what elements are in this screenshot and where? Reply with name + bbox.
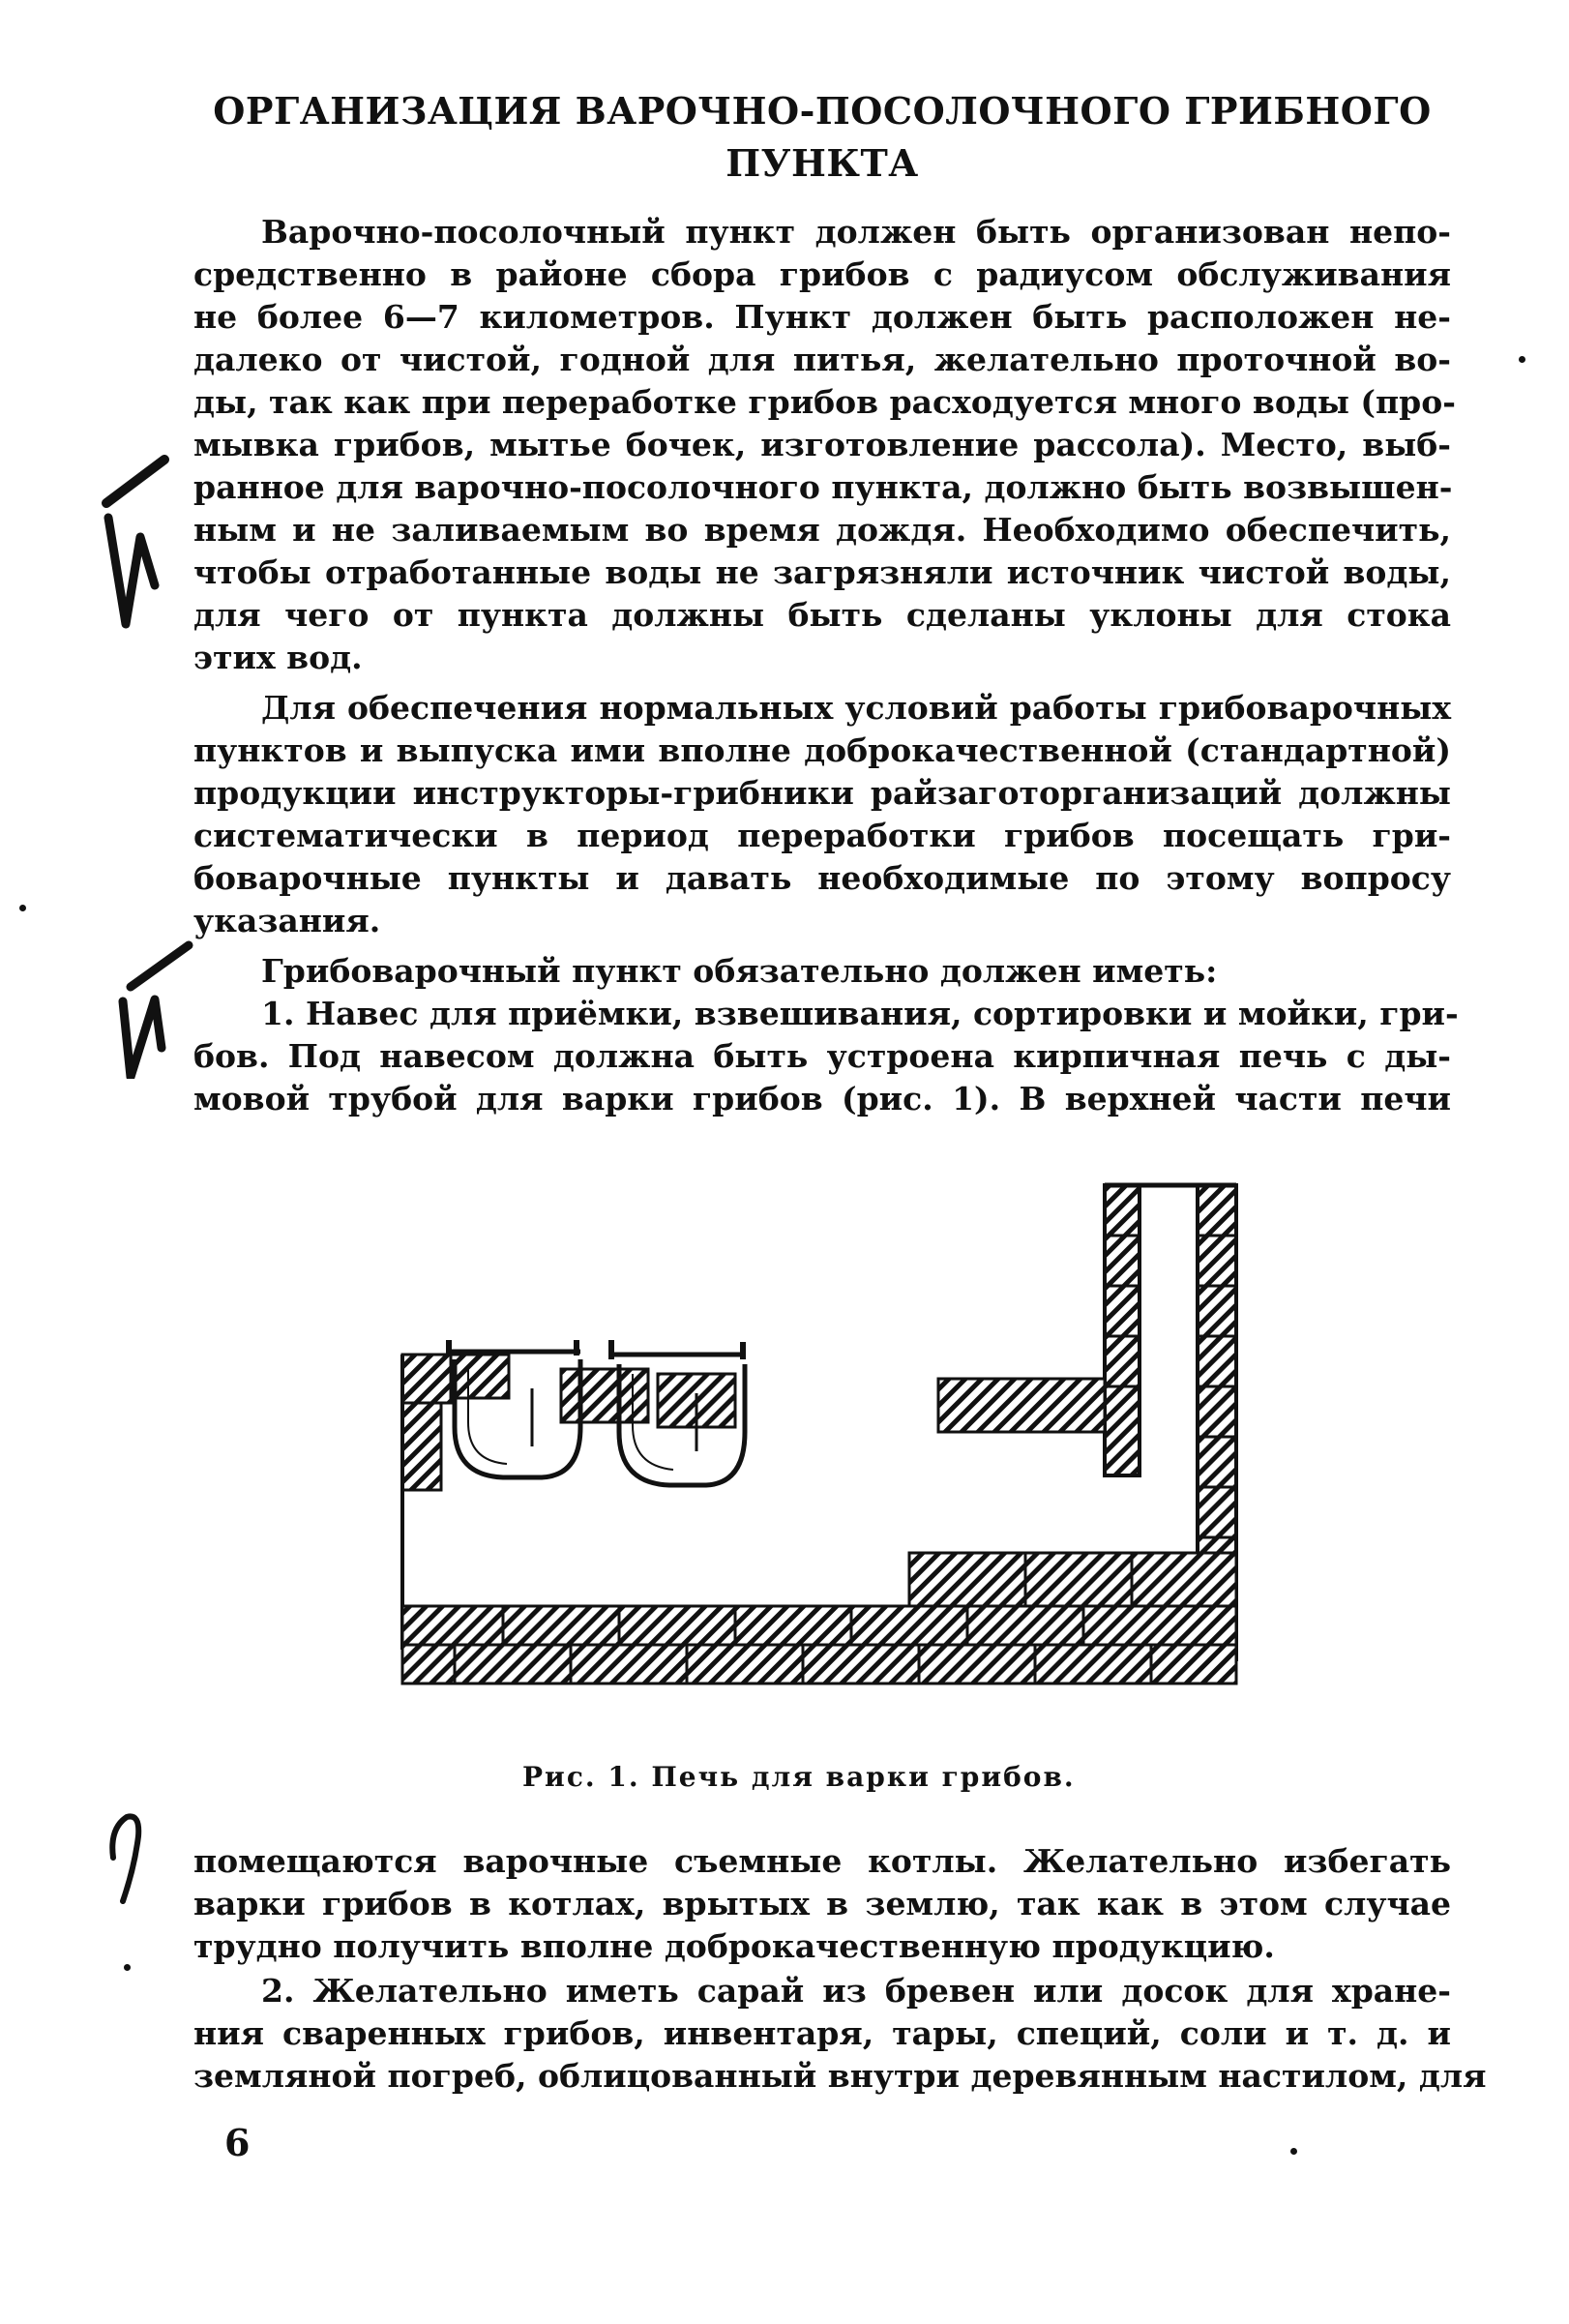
text-line: систематически в период переработки грибов посещать гри- [193, 817, 1451, 854]
text-line: ным и не заливаемым во время дождя. Необходимо обеспечить, [193, 511, 1451, 549]
text-line: бов. Под навесом должна быть устроена кирпичная печь с ды- [193, 1037, 1451, 1075]
speck [124, 1964, 131, 1971]
text-line: чтобы отработанные воды не загрязняли источник чистой воды, [193, 553, 1451, 591]
text-line: земляной погреб, облицованный внутри деревянным настилом, для [193, 2057, 1487, 2095]
title-line-1: ОРГАНИЗАЦИЯ ВАРОЧНО-ПОСОЛОЧНОГО ГРИБНОГО [213, 89, 1432, 133]
text-line: 2. Желательно иметь сарай из бревен или досок для хране- [261, 1972, 1451, 2010]
stove-base-bricks [402, 1553, 1236, 1683]
speck [1519, 356, 1525, 363]
text-line: мывка грибов, мытье бочек, изготовление рассола). Место, выб- [193, 426, 1451, 463]
speck [19, 905, 26, 911]
text-line: ния сваренных грибов, инвентаря, тары, специй, соли и т. д. и [193, 2014, 1451, 2052]
text-line: 1. Навес для приёмки, взвешивания, сортировки и мойки, гри- [261, 995, 1459, 1032]
speck [1290, 2148, 1297, 2155]
text-line: далеко от чистой, годной для питья, желательно проточной во- [193, 341, 1451, 378]
text-line: пунктов и выпуска ими вполне доброкачественной (стандартной) [193, 731, 1451, 769]
text-line: указания. [193, 902, 381, 939]
text-line: ранное для варочно-посолочного пункта, должно быть возвышен- [193, 468, 1453, 506]
stove-diagram [387, 1166, 1248, 1737]
handwritten-mark-2 [111, 934, 227, 1079]
text-line: Для обеспечения нормальных условий работы грибоварочных [261, 689, 1451, 727]
text-line: Грибоварочный пункт обязательно должен иметь: [261, 952, 1218, 990]
page-number: 6 [224, 2121, 251, 2164]
title-line-2: ПУНКТА [725, 141, 919, 185]
handwritten-mark-1 [97, 440, 193, 634]
text-line: Варочно-посолочный пункт должен быть организован непо- [261, 213, 1451, 251]
text-line: ды, так как при переработке грибов расходуется много воды (про- [193, 383, 1456, 421]
figure-caption: Рис. 1. Печь для варки грибов. [522, 1761, 1076, 1793]
text-line: для чего от пункта должны быть сделаны уклоны для стока [193, 596, 1451, 634]
text-line: не более 6—7 километров. Пункт должен быть расположен не- [193, 298, 1451, 336]
handwritten-mark-question [102, 1809, 160, 1916]
text-line: продукции инструкторы-грибники райзаготорганизаций должны [193, 774, 1451, 812]
text-line: мовой трубой для варки грибов (рис. 1). В верхней части печи [193, 1080, 1451, 1117]
figure-stove [387, 1166, 1248, 1737]
text-line: этих вод. [193, 639, 363, 676]
text-line: помещаются варочные съемные котлы. Желательно избегать [193, 1842, 1451, 1880]
text-line: боварочные пункты и давать необходимые по этому вопросу [193, 859, 1451, 897]
text-line: средственно в районе сбора грибов с радиусом обслуживания [193, 255, 1451, 293]
text-line: варки грибов в котлах, врытых в землю, так как в этом случае [193, 1885, 1451, 1922]
text-line: трудно получить вполне доброкачественную продукцию. [193, 1927, 1275, 1965]
